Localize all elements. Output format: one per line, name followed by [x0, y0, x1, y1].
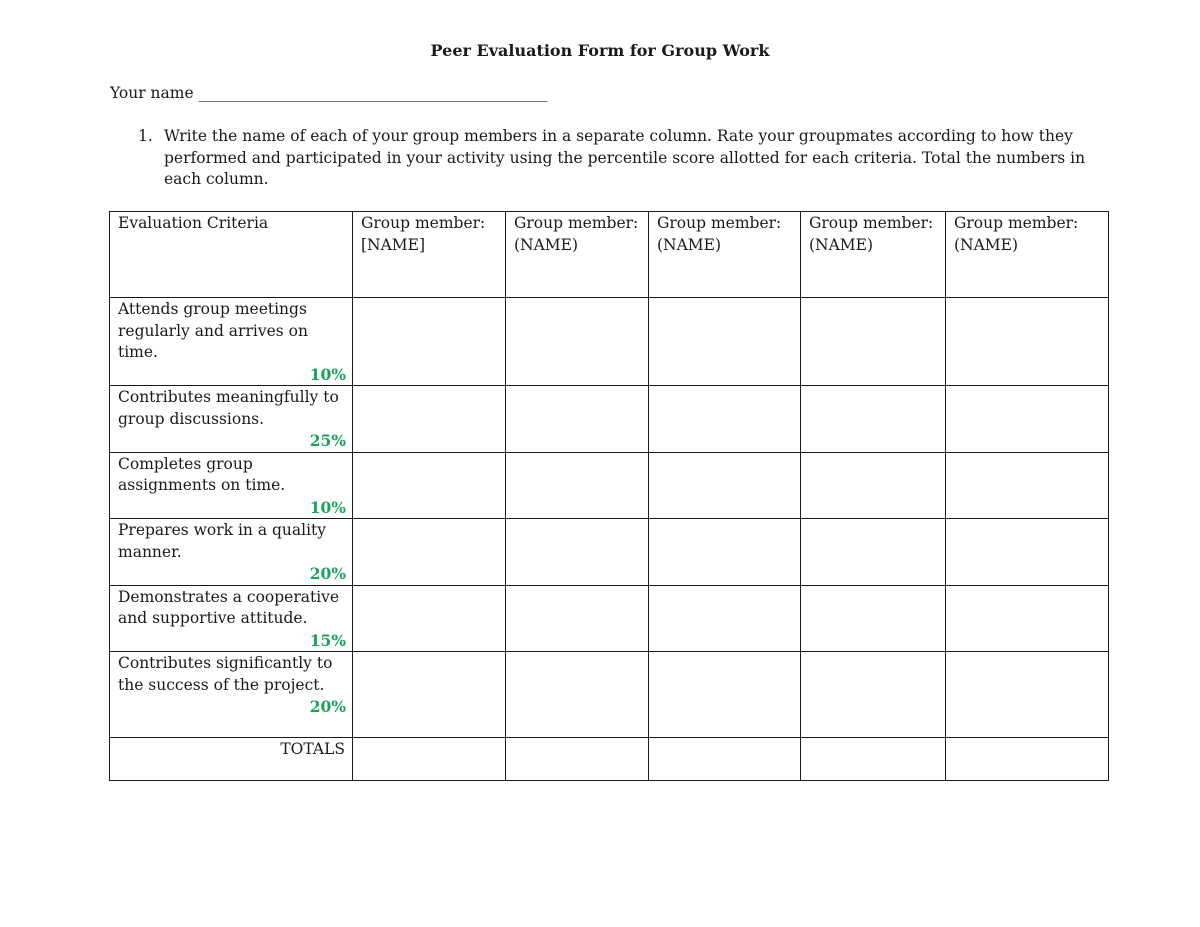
score-cell[interactable] — [649, 386, 801, 453]
score-cell[interactable] — [801, 519, 946, 586]
member-name: [NAME] — [361, 235, 426, 254]
criteria-percent: 15% — [309, 630, 346, 650]
criteria-percent: 10% — [309, 364, 346, 384]
score-cell[interactable] — [353, 452, 506, 519]
peer-evaluation-table — [109, 211, 1109, 781]
member-name: (NAME) — [954, 235, 1019, 254]
score-cell[interactable] — [946, 652, 1109, 738]
member-label: Group member: — [361, 214, 486, 232]
totals-label: TOTALS — [280, 740, 345, 758]
score-cell[interactable] — [506, 519, 649, 586]
member-label: Group member: — [809, 214, 934, 232]
member-label: Group member: — [657, 214, 782, 232]
instructions-list — [110, 126, 1100, 191]
total-cell[interactable] — [946, 738, 1109, 781]
criteria-row — [110, 519, 1109, 586]
score-cell[interactable] — [649, 452, 801, 519]
criteria-text: Contributes significantly to the success of the project. — [118, 654, 333, 694]
total-cell[interactable] — [649, 738, 801, 781]
score-cell[interactable] — [649, 298, 801, 386]
instruction-text: Write the name of each of your group members in a separate column. Rate your groupmates according to how they performed and participated in your activity using the percentile score allotted for each criteria. Total the numbers in each column. — [164, 127, 1086, 188]
criteria-text: Completes group assignments on time. — [118, 454, 286, 494]
total-cell[interactable] — [801, 738, 946, 781]
totals-row — [110, 738, 1109, 781]
score-cell[interactable] — [649, 519, 801, 586]
criteria-cell — [110, 452, 353, 519]
score-cell[interactable] — [506, 452, 649, 519]
member-header-cell[interactable] — [506, 212, 649, 298]
total-cell[interactable] — [506, 738, 649, 781]
score-cell[interactable] — [506, 386, 649, 453]
criteria-row — [110, 652, 1109, 738]
member-name: (NAME) — [514, 235, 579, 254]
score-cell[interactable] — [801, 585, 946, 652]
member-header-cell[interactable] — [801, 212, 946, 298]
score-cell[interactable] — [353, 298, 506, 386]
your-name-blank[interactable]: _____________________________________________ — [198, 84, 548, 102]
score-cell[interactable] — [506, 652, 649, 738]
header-row — [110, 212, 1109, 298]
your-name-line — [110, 84, 547, 102]
total-cell[interactable] — [353, 738, 506, 781]
criteria-percent: 10% — [309, 497, 346, 517]
criteria-row — [110, 452, 1109, 519]
member-header-cell[interactable] — [946, 212, 1109, 298]
score-cell[interactable] — [353, 585, 506, 652]
member-header-cell[interactable] — [649, 212, 801, 298]
criteria-text: Demonstrates a cooperative and supportive attitude. — [118, 587, 340, 627]
score-cell[interactable] — [353, 519, 506, 586]
criteria-text: Attends group meetings regularly and arrives on time. — [118, 300, 308, 361]
score-cell[interactable] — [801, 298, 946, 386]
page-title: Peer Evaluation Form for Group Work — [430, 41, 770, 60]
score-cell[interactable] — [946, 298, 1109, 386]
score-cell[interactable] — [946, 519, 1109, 586]
score-cell[interactable] — [946, 386, 1109, 453]
criteria-row — [110, 386, 1109, 453]
criteria-cell — [110, 386, 353, 453]
criteria-cell — [110, 298, 353, 386]
score-cell[interactable] — [506, 585, 649, 652]
member-label: Group member: — [954, 214, 1079, 232]
score-cell[interactable] — [649, 585, 801, 652]
score-cell[interactable] — [353, 652, 506, 738]
criteria-percent: 20% — [309, 697, 346, 716]
criteria-text: Contributes meaningfully to group discussions. — [118, 388, 339, 428]
criteria-header-cell — [110, 212, 353, 298]
totals-label-cell — [110, 738, 353, 781]
instruction-number: 1. — [138, 127, 153, 145]
criteria-cell — [110, 585, 353, 652]
criteria-cell — [110, 519, 353, 586]
score-cell[interactable] — [801, 452, 946, 519]
criteria-row — [110, 585, 1109, 652]
member-name: (NAME) — [657, 235, 722, 254]
score-cell[interactable] — [801, 386, 946, 453]
member-name: (NAME) — [809, 235, 874, 254]
instruction-item — [110, 126, 1100, 191]
member-label: Group member: — [514, 214, 639, 232]
criteria-percent: 25% — [309, 431, 346, 450]
member-header-cell[interactable] — [353, 212, 506, 298]
score-cell[interactable] — [353, 386, 506, 453]
criteria-header: Evaluation Criteria — [118, 214, 269, 232]
criteria-text: Prepares work in a quality manner. — [118, 521, 327, 561]
your-name-label: Your name — [110, 84, 194, 102]
criteria-row — [110, 298, 1109, 386]
criteria-percent: 20% — [309, 564, 346, 583]
score-cell[interactable] — [506, 298, 649, 386]
score-cell[interactable] — [801, 652, 946, 738]
score-cell[interactable] — [946, 585, 1109, 652]
score-cell[interactable] — [946, 452, 1109, 519]
criteria-cell — [110, 652, 353, 738]
score-cell[interactable] — [649, 652, 801, 738]
